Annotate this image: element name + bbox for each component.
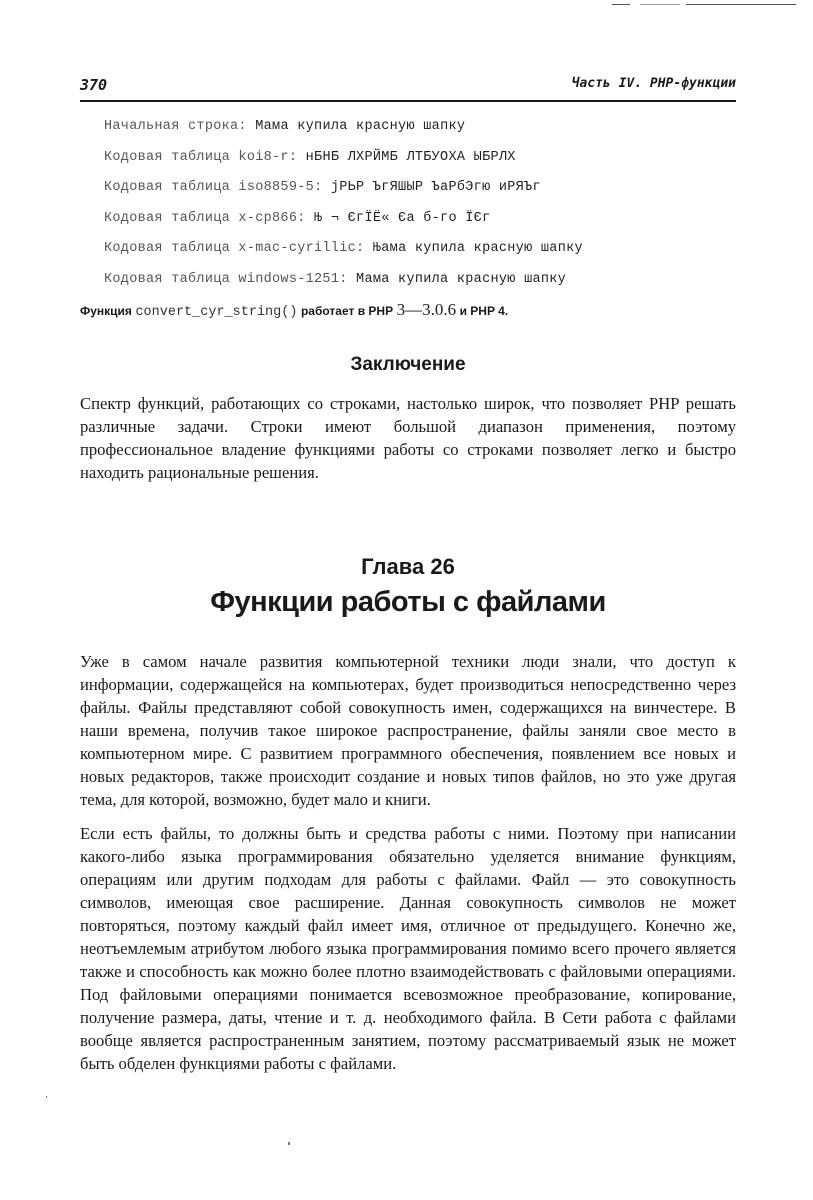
code-line: Начальная строка: Мама купила красную шапку [104, 119, 466, 134]
code-output-block [104, 116, 734, 299]
scan-artifact [612, 4, 630, 5]
code-line: Кодовая таблица iso8859-5: јРЬР ЪгЯШЫР ЪаРбЭгю иРЯЪг [104, 180, 541, 195]
page-header [80, 72, 736, 102]
scan-artifact [686, 4, 796, 5]
code-line: Кодовая таблица x-mac-cyrillic: Њама купила красную шапку [104, 241, 583, 256]
code-line: Кодовая таблица x-cp866: Њ ¬ ЄгЇЁ« Єа б-го ЇЄг [104, 210, 491, 226]
scan-artifact [640, 4, 680, 5]
page-number: 370 [80, 76, 108, 94]
chapter-paragraph: Если есть файлы, то должны быть и средства работы с ними. Поэтому при написании какого-либо языка программирования обязательно уделяется внимание функциям, операциям или другим подходам для работы с файлами. Файл — это совокупность символов, имеющая свое расширение. Данная совокупность символов не может повторяться, поэтому каждый файл имеет имя, отличное от предыдущего. Конечно же, неотъемлемым атрибутом любого языка программирования помимо всего прочего является также и способность как можно более плотно взаимодействовать с файловыми операциями. Под файловыми операциями понимается всевозможное преобразование, копирование, получение размера, даты, чтение и т. д. необходимого файла. В Сети работа с файлами вообще является распространенным занятием, поэтому рассматриваемый язык не может быть обделен функциями работы с файлами. [80, 824, 736, 1073]
running-title: Часть IV. PHP-функции [571, 76, 736, 91]
section-heading: Заключение [350, 354, 466, 375]
scan-speck [288, 1142, 290, 1145]
chapter-paragraph: Уже в самом начале развития компьютерной техники люди знали, что доступ к информации, содержащейся на компьютерах, будет производиться непосредственно через файлы. Файлы представляют собой совокупность имен, содержащихся на винчестере. В наши времена, получив такое широкое распространение, файлы заняли свое место в компьютерном мире. С развитием программного обеспечения, появлением все новых и новых редакторов, также происходит создание и новых типов файлов, но это уже другая тема, для которой, возможно, будет мало и книги. [80, 652, 736, 809]
chapter-label: Глава 26 [361, 554, 455, 579]
version-note: Функция convert_cyr_string() работает в PHP 3—3.0.6 и PHP 4. [80, 300, 509, 320]
chapter-title: Функции работы с файлами [210, 586, 606, 618]
scan-speck [46, 1096, 47, 1098]
code-line: Кодовая таблица koi8-r: нБНБ ЛХРЙМБ ЛТБУОХА ЫБРЛХ [104, 149, 516, 165]
conclusion-paragraph: Спектр функций, работающих со строками, настолько широк, что позволяет PHP решать различные задачи. Строки имеют большой диапазон применения, поэтому профессиональное владение функциями работы со строками позволяет легко и быстро находить рациональные решения. [80, 394, 736, 482]
code-line: Кодовая таблица windows-1251: Мама купила красную шапку [104, 271, 567, 287]
